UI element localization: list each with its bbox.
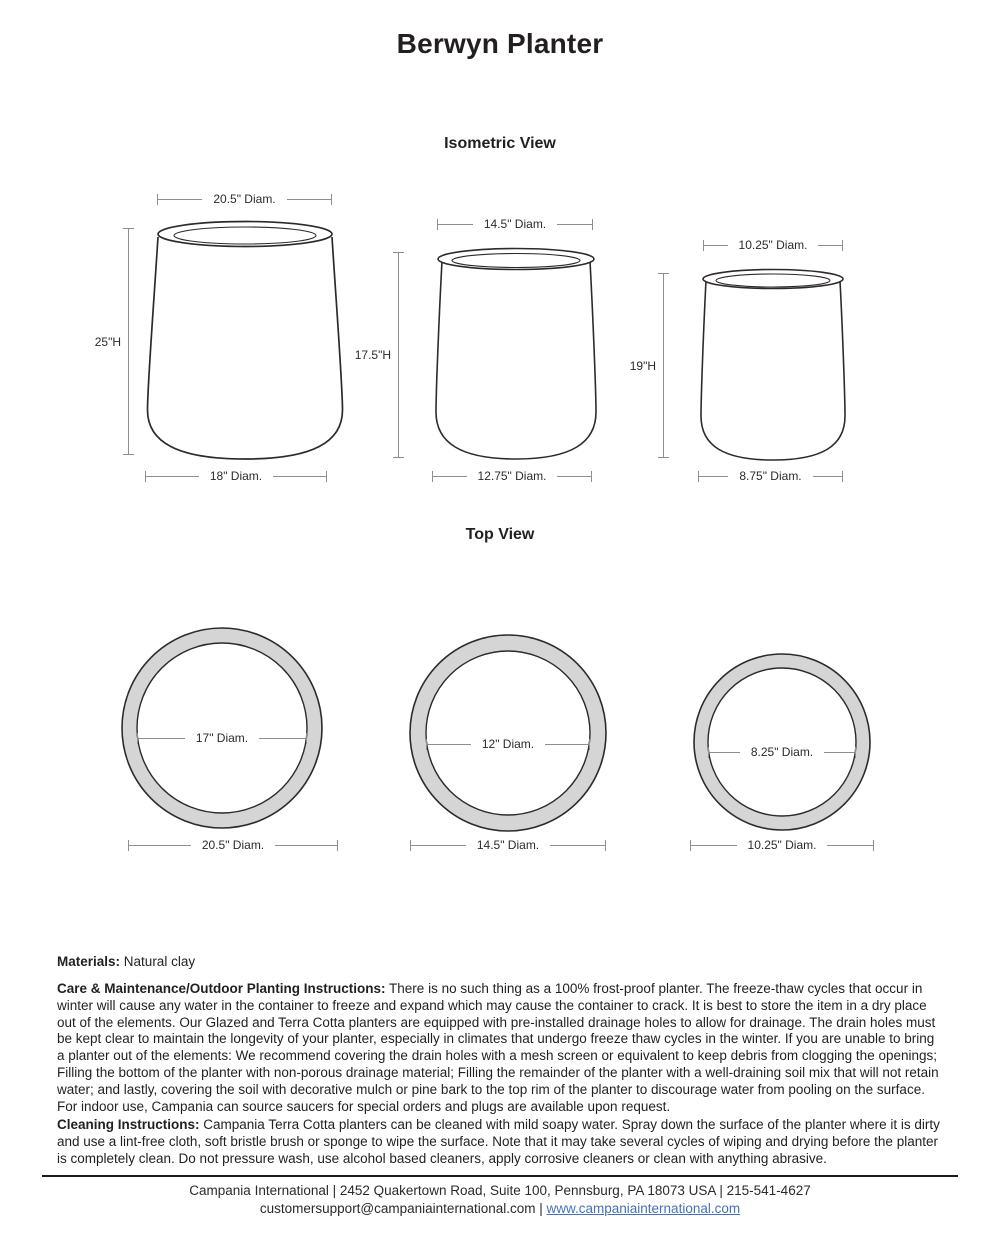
dim-bottom-diam-small	[698, 471, 843, 482]
planter-top-view-drawing-large	[120, 626, 324, 830]
dim-line	[273, 476, 326, 477]
dim-inner-diam-small	[708, 747, 856, 758]
dim-tick	[855, 747, 856, 758]
dim-line	[663, 274, 664, 457]
dim-top-diam-small	[703, 240, 843, 251]
materials-line	[57, 954, 944, 971]
dim-outer-diam-small	[690, 840, 874, 851]
dim-tick	[393, 457, 404, 458]
dim-tick	[306, 733, 307, 744]
dim-tick	[326, 471, 327, 482]
dim-line	[557, 224, 592, 225]
footer-website-link[interactable]: www.campaniainternational.com	[546, 1201, 741, 1216]
cleaning-instructions-text: Campania Terra Cotta planters can be cleaned with mild soapy water. Spray down the surface of the planter where it is dirty and use a lint-free cloth, soft bristle brush or sponge to wipe the surface. Note that it may take several cycles of wiping and drying before the planter is completely clean. Do not pressure wash, use alcohol based cleaners, apply corrosive cleaners or clean with anything abrasive.	[57, 1117, 940, 1166]
dim-height-small	[629, 273, 669, 458]
dim-label-height-large: 25"H	[94, 334, 121, 349]
planter-top-view-drawing-medium	[408, 633, 608, 833]
dim-line	[813, 476, 842, 477]
footer-separator: |	[535, 1201, 547, 1216]
dim-line	[704, 245, 728, 246]
dim-line	[550, 845, 605, 846]
dim-tick	[589, 739, 590, 750]
care-instructions-paragraph	[57, 981, 944, 1115]
planter-top-view-drawing-small	[692, 652, 872, 832]
dim-line	[398, 253, 399, 457]
dim-tick	[592, 219, 593, 230]
dim-line	[129, 845, 191, 846]
dim-line	[146, 476, 199, 477]
dim-label-bottom-diam-small: 8.75" Diam.	[739, 469, 802, 483]
dim-tick	[605, 840, 606, 851]
materials-label: Materials:	[57, 954, 121, 969]
dim-line	[824, 752, 855, 753]
footer-email: customersupport@campaniainternational.com	[259, 1201, 536, 1216]
dim-label-top-diam-small: 10.25" Diam.	[738, 238, 808, 252]
dim-tick	[842, 240, 843, 251]
dim-tick	[873, 840, 874, 851]
dim-tick	[658, 457, 669, 458]
dim-tick	[842, 471, 843, 482]
dim-inner-diam-medium	[426, 739, 590, 750]
footer-address-line: Campania International | 2452 Quakertown Road, Suite 100, Pennsburg, PA 18073 USA | 215-541-4627	[189, 1183, 811, 1198]
planter-isometric-drawing-large	[145, 220, 345, 465]
footer-divider	[42, 1175, 958, 1177]
dim-line	[259, 738, 306, 739]
dim-tick	[123, 454, 134, 455]
dim-line	[138, 738, 185, 739]
care-instructions-label: Care & Maintenance/Outdoor Planting Instructions:	[57, 981, 386, 996]
cleaning-instructions-label: Cleaning Instructions:	[57, 1117, 200, 1132]
dim-line	[709, 752, 740, 753]
dim-bottom-diam-medium	[432, 471, 592, 482]
dim-height-medium	[354, 252, 404, 458]
dim-line	[427, 744, 471, 745]
footer-contact-line	[0, 1201, 1000, 1216]
dim-label-inner-diam-medium: 12" Diam.	[481, 737, 535, 751]
dim-label-bottom-diam-medium: 12.75" Diam.	[477, 469, 547, 483]
dim-line	[699, 476, 728, 477]
dim-outer-diam-medium	[410, 840, 606, 851]
section-heading-isometric: Isometric View	[444, 135, 556, 152]
dim-line	[557, 476, 591, 477]
dim-label-inner-diam-large: 17" Diam.	[195, 731, 249, 745]
care-instructions-text: There is no such thing as a 100% frost-proof planter. The freeze-thaw cycles that occur in winter will cause any water in the container to freeze and expand which may cause the container to crack. It is best to store the item in a dry place out of the elements. Our Glazed and Terra Cotta planters are equipped with pre-installed drainage holes to allow for drainage. The drain holes must be kept clear to maintain the longevity of your planter, especially in climates that undergo freeze thaw cycles in the winter. If you are unable to bring a planter out of the elements: We recommend covering the drain holes with a mesh screen or equivalent to keep debris from clogging the openings; Filling the bottom of the planter with non-porous drainage material; Filling the remainder of the planter with a well-draining soil mix that will not retain water; and lastly, covering the soil with decorative mulch or pine bark to the top rim of the planter to discourage water from pooling on the surface. For indoor use, Campania can source saucers for special orders and plugs are available upon request.	[57, 981, 939, 1114]
dim-label-top-diam-large: 20.5" Diam.	[213, 192, 276, 206]
dim-line	[691, 845, 737, 846]
dim-bottom-diam-large	[145, 471, 327, 482]
planter-isometric-drawing-small	[700, 268, 846, 463]
dim-line	[158, 199, 202, 200]
dim-inner-diam-large	[137, 733, 307, 744]
dim-outer-diam-large	[128, 840, 338, 851]
dim-line	[818, 245, 842, 246]
dim-tick	[591, 471, 592, 482]
planter-isometric-drawing-medium	[435, 247, 597, 462]
section-heading-top-view: Top View	[465, 526, 535, 543]
cleaning-instructions-paragraph	[57, 1117, 944, 1167]
dim-label-height-small: 19"H	[629, 358, 656, 373]
dim-line	[827, 845, 873, 846]
dim-line	[433, 476, 467, 477]
dim-top-diam-large	[157, 194, 332, 205]
dim-label-inner-diam-small: 8.25" Diam.	[750, 745, 814, 759]
dim-line	[287, 199, 331, 200]
dim-line	[438, 224, 473, 225]
materials-value: Natural clay	[123, 954, 196, 969]
dim-label-height-medium: 17.5"H	[354, 348, 391, 362]
dim-tick	[337, 840, 338, 851]
dim-line	[275, 845, 337, 846]
dim-label-outer-diam-small: 10.25" Diam.	[747, 838, 817, 852]
dim-line	[128, 229, 129, 454]
dim-tick	[331, 194, 332, 205]
page-title: Berwyn Planter	[396, 28, 604, 59]
dim-line	[411, 845, 466, 846]
dim-height-large	[94, 228, 134, 455]
dim-top-diam-medium	[437, 219, 593, 230]
dim-label-outer-diam-medium: 14.5" Diam.	[476, 838, 540, 852]
dim-label-outer-diam-large: 20.5" Diam.	[201, 838, 265, 852]
dim-label-bottom-diam-large: 18" Diam.	[209, 469, 263, 483]
dim-label-top-diam-medium: 14.5" Diam.	[483, 217, 547, 231]
dim-line	[545, 744, 589, 745]
